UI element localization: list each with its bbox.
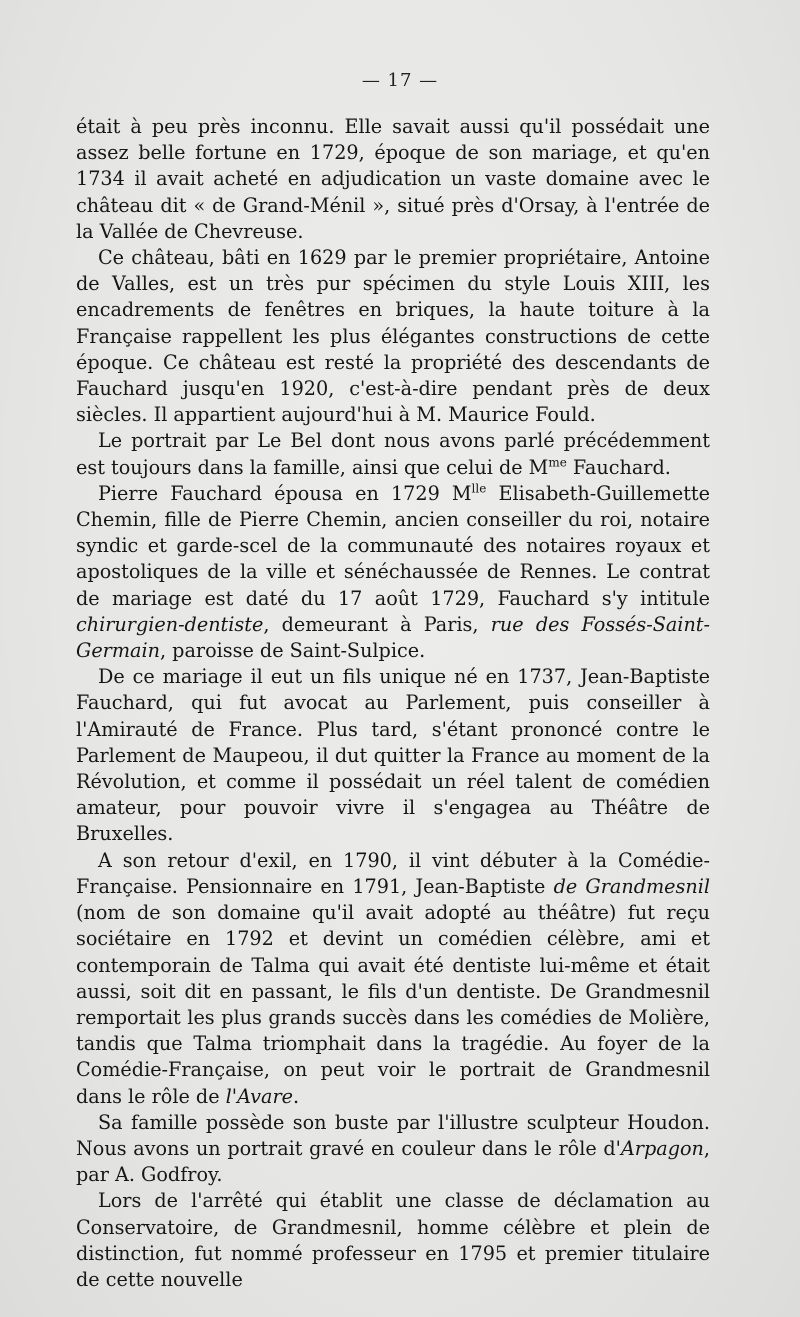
page-number: — 17 — [361, 70, 439, 91]
superscript-text: lle [471, 481, 487, 496]
text-run: . [292, 1084, 300, 1108]
italic-text: rue des Fossés-Saint-Germain [76, 612, 710, 663]
text-run: Lors de l'arrêté qui établit une classe de déclamation au Conservatoire, de Grandmesnil, homme célèbre et plein de distinction, fut nommé professeur en 1795 et premier titulaire de cette nouvelle [76, 1189, 710, 1291]
paragraph-6 [76, 848, 710, 1110]
text-run: , demeurant à Paris, [263, 612, 491, 636]
superscript-text: me [548, 455, 567, 470]
text-run: Elisabeth-Guillemette Chemin, fille de Pierre Chemin, ancien conseiller du roi, notaire syndic et garde-scel de la communauté des notaires royaux et apostoliques de la ville et sénéchaussée de Rennes. Le contrat de mariage est daté du 17 août 1729, Fauchard s'y intitule [76, 481, 710, 610]
italic-text: de Grandmesnil [553, 874, 711, 898]
italic-text: Arpagon [620, 1136, 704, 1160]
text-run: De ce mariage il eut un fils unique né en 1737, Jean-Baptiste Fauchard, qui fut avocat au Parlement, puis conseiller à l'Amirauté de France. Plus tard, s'étant prononcé contre le Parlement de Maupeou, il dut quitter la France au moment de la Révolution, et comme il possédait un réel talent de comédien amateur, pour pouvoir vivre il s'engagea au Théâtre de Bruxelles. [76, 665, 710, 846]
text-run: Ce château, bâti en 1629 par le premier propriétaire, Antoine de Valles, est un très pur spécimen du style Louis XIII, les encadrements de fenêtres en briques, la haute toiture à la Française rappellent les plus élégantes constructions de cette époque. Ce château est resté la propriété des descendants de Fauchard jusqu'en 1920, c'est-à-dire pendant près de deux siècles. Il appartient aujourd'hui à M. Maurice Fould. [76, 246, 710, 427]
text-run: (nom de son domaine qu'il avait adopté au théâtre) fut reçu sociétaire en 1792 et devint un comédien célèbre, ami et contemporain de Talma qui avait été dentiste lui-même et était aussi, soit dit en passant, le fils d'un dentiste. De Grandmesnil remportait les plus grands succès dans les comédies de Molière, tandis que Talma triomphait dans la tragédie. Au foyer de la Comédie-Française, on peut voir le portrait de Grandmesnil dans le rôle de [76, 901, 710, 1108]
text-run: A son retour d'exil, en 1790, il vint débuter à la Comédie-Française. Pensionnaire en 1791, Jean-Baptiste [76, 848, 710, 898]
italic-text: l'Avare [225, 1084, 293, 1108]
text-run: Sa famille possède son buste par l'illustre sculpteur Houdon. Nous avons un portrait gravé en couleur dans le rôle d' [76, 1110, 710, 1160]
body-text [76, 114, 710, 1293]
italic-text: chirurgien-dentiste [76, 612, 264, 636]
paragraph-3 [76, 428, 710, 480]
paragraph-2 [76, 245, 710, 428]
paragraph-7 [76, 1110, 710, 1189]
text-run: Pierre Fauchard épousa en 1729 M [98, 481, 472, 505]
text-run: était à peu près inconnu. Elle savait aussi qu'il possédait une assez belle fortune en 1729, époque de son mariage, et qu'en 1734 il avait acheté en adjudication un vaste domaine avec le château dit « de Grand-Ménil », situé près d'Orsay, à l'entrée de la Vallée de Chevreuse. [76, 115, 710, 243]
text-run: Fauchard. [566, 455, 671, 479]
text-run: , par A. Godfroy. [76, 1136, 710, 1187]
paragraph-5 [76, 664, 710, 847]
paragraph-4 [76, 481, 710, 664]
text-run: Le portrait par Le Bel dont nous avons parlé précédemment est toujours dans la famille, ainsi que celui de M [76, 429, 710, 479]
paragraph-8 [76, 1188, 710, 1293]
paragraph-1 [76, 114, 710, 245]
text-run: , paroisse de Saint-Sulpice. [159, 639, 426, 663]
